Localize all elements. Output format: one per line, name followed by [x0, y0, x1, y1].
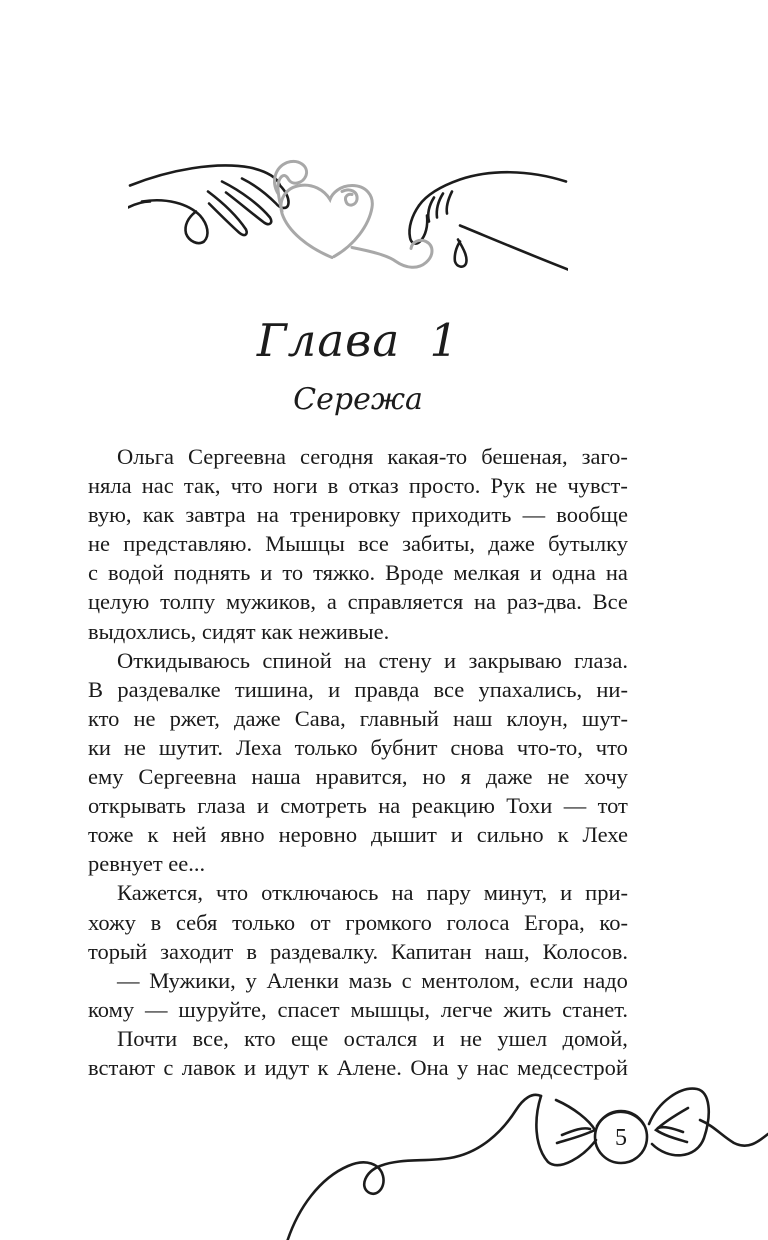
text-line: ки не шутит. Леха только бубнит снова что-то, что [88, 734, 628, 760]
page-number: 5 [615, 1125, 627, 1151]
page-footer-ornament [0, 1080, 768, 1240]
chapter-title: Глава 1 [256, 314, 460, 367]
body-paragraph [88, 442, 628, 646]
text-line: вую, как завтра на тренировку приходить — вообще [88, 502, 628, 528]
body-paragraph [88, 646, 628, 879]
text-line: Откидываюсь спиной на стену и закрываю глаза. [117, 647, 628, 673]
heart-thread-icon [275, 161, 432, 267]
text-line: кто не ржет, даже Сава, главный наш клоун, шут- [88, 705, 628, 731]
text-line: Кажется, что отключаюсь на пару минут, и при- [117, 880, 628, 906]
chapter-subtitle: Сережа [293, 382, 423, 417]
text-line: няла нас так, что ноги в отказ просто. Рук не чувст- [88, 473, 628, 499]
text-line: торый заходит в раздевалку. Капитан наш, Колосов. [88, 938, 628, 964]
body-paragraph [88, 966, 628, 1024]
text-line: Почти все, кто еще остался и не ушел домой, [117, 1025, 628, 1051]
body-paragraph [88, 1024, 628, 1082]
text-line: встают с лавок и идут к Алене. Она у нас медсестрой [88, 1054, 628, 1080]
thread-squiggle-icon [287, 1095, 768, 1240]
text-line: В раздевалке тишина, и правда все упахались, ни- [88, 676, 628, 702]
text-line: с водой поднять и то тяжко. Вроде мелкая и одна на [88, 560, 628, 586]
text-line: кому — шуруйте, спасет мышцы, легче жить станет. [88, 996, 628, 1022]
text-line: ему Сергеевна наша нравится, но я даже не хочу [88, 764, 628, 790]
text-line: — Мужики, у Аленки мазь с ментолом, если надо [117, 967, 628, 993]
text-line: открывать глаза и смотреть на реакцию Тохи — тот [88, 793, 628, 819]
text-line: хожу в себя только от громкого голоса Егора, ко- [88, 909, 628, 935]
text-line: тоже к ней явно неровно дышит и сильно к Лехе [88, 822, 628, 848]
text-line: ревнует ее... [88, 851, 206, 877]
body-text [88, 442, 628, 1082]
hands-heart-illustration [128, 150, 568, 288]
left-hand-icon [128, 166, 289, 244]
right-hand-icon [409, 172, 568, 269]
text-line: не представляю. Мышцы все забиты, даже бутылку [88, 531, 628, 557]
body-paragraph [88, 878, 628, 965]
text-line: целую толпу мужиков, а справляется на раз-два. Все [88, 589, 628, 615]
text-line: Ольга Сергеевна сегодня какая-то бешеная, заго- [117, 444, 628, 469]
text-line: выдохлись, сидят как неживые. [88, 618, 390, 644]
